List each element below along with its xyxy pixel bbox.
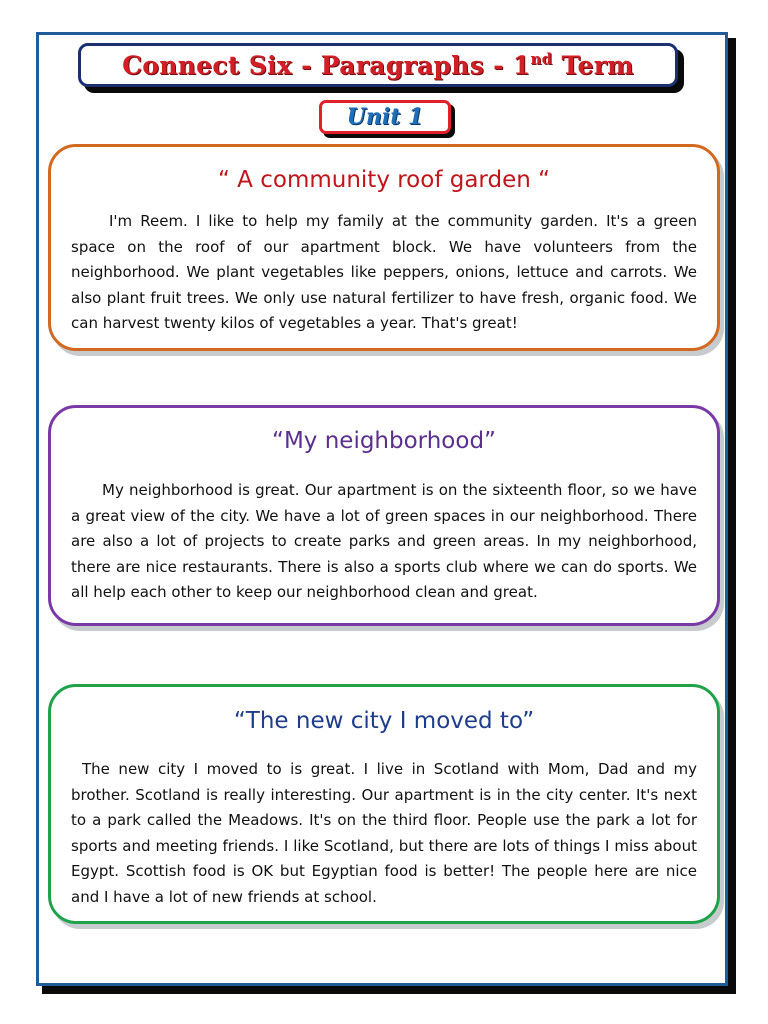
page-title-superscript: nd [530,50,553,68]
page-title [122,50,634,80]
paragraph-title: “ A community roof garden “ [217,167,551,193]
unit-label: Unit 1 [346,104,424,130]
paragraph-card-community-roof-garden [48,144,720,351]
paragraph-title: “My neighborhood” [272,428,496,454]
paragraph-card-new-city [48,684,720,924]
page-title-end: Term [552,51,634,80]
paragraph-card-my-neighborhood [48,405,720,626]
paragraph-title: “The new city I moved to” [233,708,535,734]
paragraph-body: I'm Reem. I like to help my family at the community garden. It's a green space on the roof of our apartment block. We have volunteers from the neighborhood. We plant vegetables like peppers, onions, lettuce and carrots. We also plant fruit trees. We only use natural fertilizer to have fresh, organic food. We can harvest twenty kilos of vegetables a year. That's great! [71,212,697,332]
paragraph-body: My neighborhood is great. Our apartment is on the sixteenth floor, so we have a great view of the city. We have a lot of green spaces in our neighborhood. There are also a lot of projects to create parks and green areas. In my neighborhood, there are nice restaurants. There is also a sports club where we can do sports. We all help each other to keep our neighborhood clean and great. [71,481,697,601]
paragraph-body: The new city I moved to is great. I live in Scotland with Mom, Dad and my brother. Scotland is really interesting. Our apartment is in the city center. It's next to a park called the Meadows. It's on the third floor. People use the park a lot for sports and meeting friends. I like Scotland, but there are lots of things I miss about Egypt. Scottish food is OK but Egyptian food is better! The people here are nice and I have a lot of new friends at school. [71,760,697,906]
unit-badge [319,100,451,134]
page-title-box [78,43,678,87]
page-title-main: Connect Six - Paragraphs - 1 [122,51,531,80]
